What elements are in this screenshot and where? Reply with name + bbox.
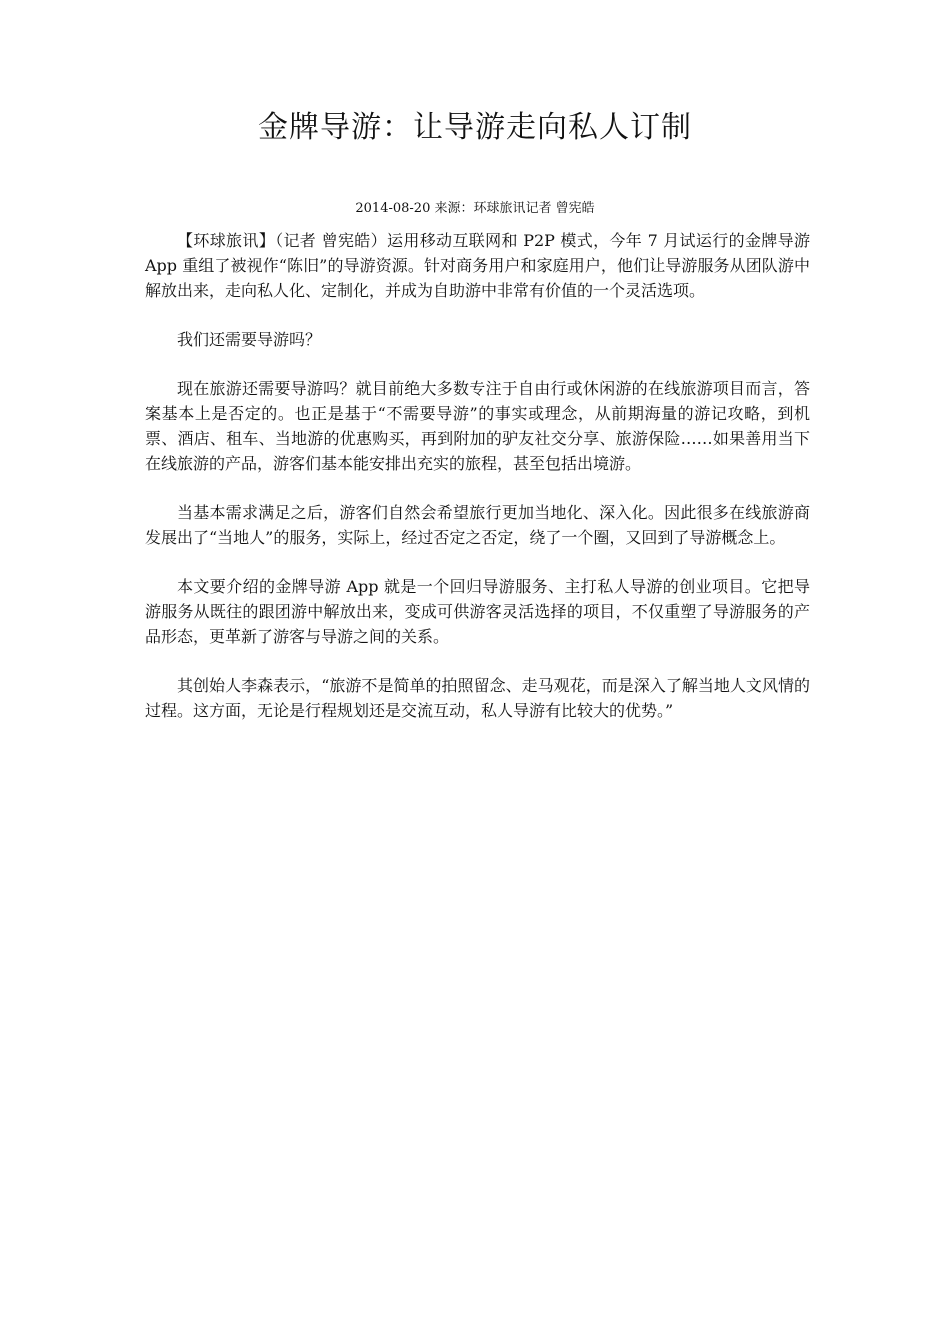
paragraph-intro: 【环球旅讯】（记者 曾宪皓）运用移动互联网和 P2P 模式，今年 7 月试运行的金牌导游 App 重组了被视作“陈旧”的导游资源。针对商务用户和家庭用户，他们让导游服务从团队游中解放出来，走向私人化、定制化，并成为自助游中非常有价值的一个灵活选项。	[145, 231, 810, 300]
paragraph-subheading: 我们还需要导游吗？	[177, 330, 322, 349]
paragraph-body: 现在旅游还需要导游吗？就目前绝大多数专注于自由行或休闲游的在线旅游项目而言，答案基本上是否定的。也正是基于“不需要导游”的事实或理念，从前期海量的游记攻略，到机票、酒店、租车、当地游的优惠购买，再到附加的驴友社交分享、旅游保险……如果善用当下在线旅游的产品，游客们基本能安排出充实的旅程，甚至包括出境游。	[145, 379, 810, 473]
article-body	[145, 228, 810, 747]
paragraph-body: 本文要介绍的金牌导游 App 就是一个回归导游服务、主打私人导游的创业项目。它把导游服务从既往的跟团游中解放出来，变成可供游客灵活选择的项目，不仅重塑了导游服务的产品形态，更革新了游客与导游之间的关系。	[145, 577, 810, 646]
article-title: 金牌导游：让导游走向私人订制	[258, 110, 692, 145]
paragraph-quote: 其创始人李森表示，“旅游不是简单的拍照留念、走马观花，而是深入了解当地人文风情的过程。这方面，无论是行程规划还是交流互动，私人导游有比较大的优势。”	[145, 676, 810, 720]
article-byline: 2014-08-20 来源：环球旅讯记者 曾宪皓	[355, 201, 595, 216]
paragraph-body: 当基本需求满足之后，游客们自然会希望旅行更加当地化、深入化。因此很多在线旅游商发展出了“当地人”的服务，实际上，经过否定之否定，绕了一个圈，又回到了导游概念上。	[145, 503, 810, 547]
